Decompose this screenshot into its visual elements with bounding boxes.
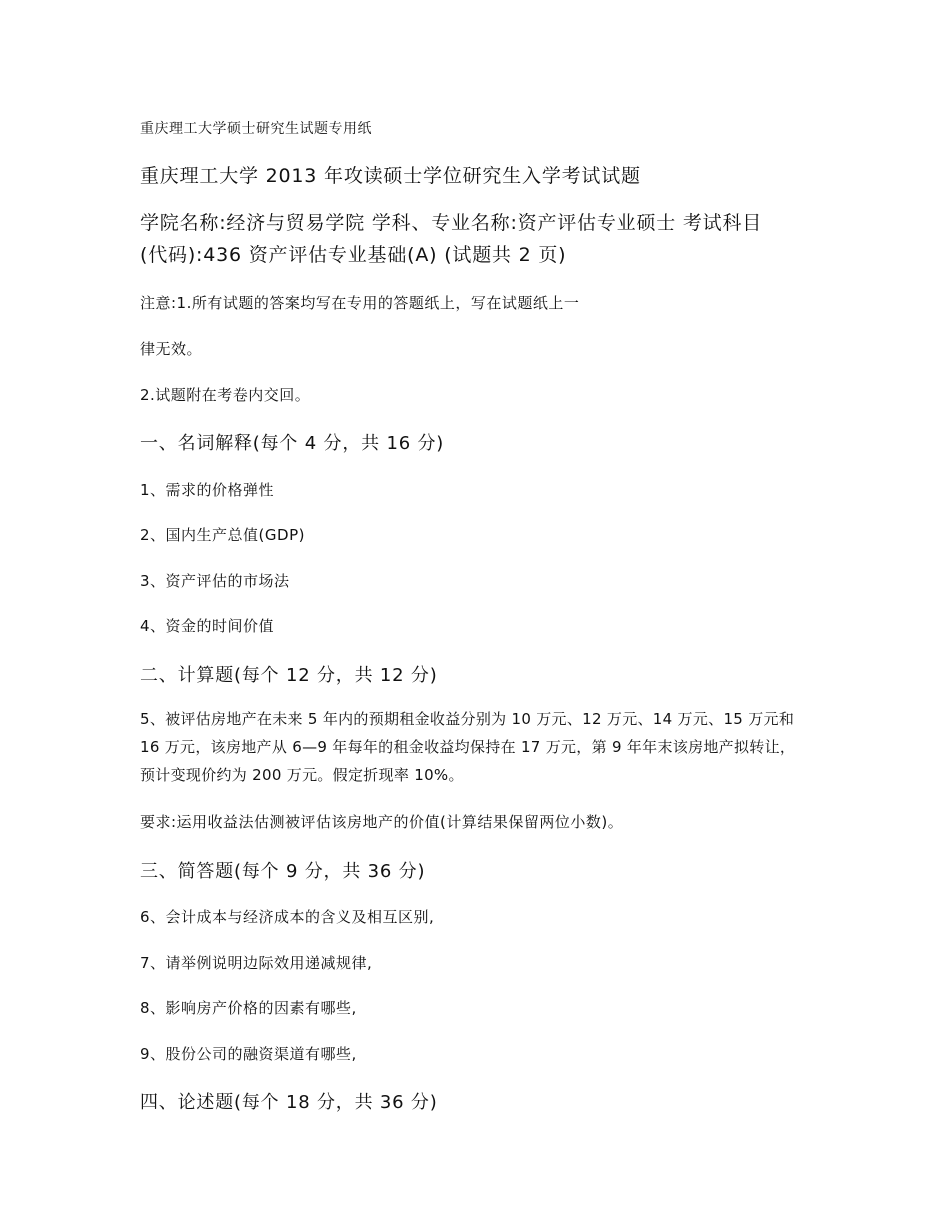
section-3-title: 三、简答题(每个 9 分，共 36 分) [140, 861, 426, 882]
section-4-title: 四、论述题(每个 18 分，共 36 分) [140, 1092, 438, 1113]
list-item: 8、影响房产价格的因素有哪些, [140, 999, 357, 1017]
exam-title: 重庆理工大学 2013 年攻读硕士学位研究生入学考试试题 [140, 165, 641, 187]
calculation-question: 5、被评估房地产在未来 5 年内的预期租金收益分别为 10 万元、12 万元、14 万元、15 万元和 16 万元，该房地产从 6—9 年每年的租金收益均保持在 17 万元，第 9 年年末该房地产拟转让，预计变现价约为 200 万元。假定折现率 10%。 [140, 710, 796, 784]
notice-line-2: 律无效。 [140, 340, 203, 358]
list-item: 6、会计成本与经济成本的含义及相互区别, [140, 908, 435, 926]
section-1-title: 一、名词解释(每个 4 分，共 16 分) [140, 433, 445, 454]
list-item: 2、国内生产总值(GDP) [140, 526, 305, 544]
paper-label: 重庆理工大学硕士研究生试题专用纸 [140, 121, 372, 137]
notice-line-1: 注意:1.所有试题的答案均写在专用的答题纸上，写在试题纸上一 [140, 294, 580, 312]
section-2-title: 二、计算题(每个 12 分，共 12 分) [140, 665, 438, 686]
list-item: 3、资产评估的市场法 [140, 572, 290, 590]
list-item: 7、请举例说明边际效用递减规律, [140, 954, 373, 972]
list-item: 4、资金的时间价值 [140, 617, 275, 635]
college-line-2: (代码):436 资产评估专业基础(A) (试题共 2 页) [140, 244, 567, 266]
list-item: 9、股份公司的融资渠道有哪些, [140, 1045, 357, 1063]
college-info [140, 207, 820, 271]
list-item: 1、需求的价格弹性 [140, 481, 275, 499]
notice-line-3: 2.试题附在考卷内交回。 [140, 386, 311, 404]
calculation-requirement: 要求:运用收益法估测被评估该房地产的价值(计算结果保留两位小数)。 [140, 813, 624, 831]
college-line-1: 学院名称:经济与贸易学院 学科、专业名称:资产评估专业硕士 考试科目 [140, 212, 763, 234]
